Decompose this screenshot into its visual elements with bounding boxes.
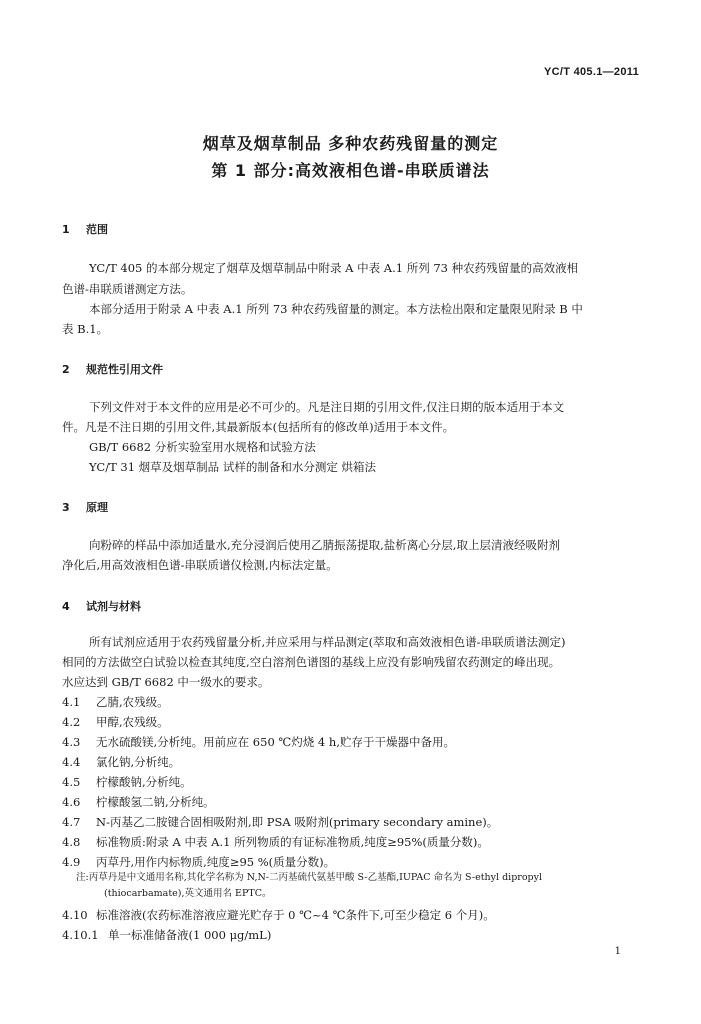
item-number: 4.7 xyxy=(62,815,81,829)
note-line: (thiocarbamate),英文通用名 EPTC。 xyxy=(104,888,272,899)
item-text: 无水硫酸镁,分析纯。用前应在 650 ℃灼烧 4 h,贮存于干燥器中备用。 xyxy=(96,735,455,749)
item-text: 氯化钠,分析纯。 xyxy=(96,755,181,769)
list-item xyxy=(62,855,335,869)
section-1-heading xyxy=(62,221,108,237)
list-item xyxy=(62,715,169,729)
item-text: 甲醇,农残级。 xyxy=(96,715,169,729)
paragraph-line: 所有试剂应适用于农药残留量分析,并应采用与样品测定(萃取和高效液相色谱-串联质谱法测定) xyxy=(89,635,566,649)
list-item xyxy=(62,795,215,809)
list-item xyxy=(62,835,489,849)
paragraph-line: 向粉碎的样品中添加适量水,充分浸润后使用乙腈振荡提取,盐析离心分层,取上层清液经吸附剂 xyxy=(89,538,560,552)
item-text: 乙腈,农残级。 xyxy=(96,695,169,709)
standard-code: YC/T 405.1—2011 xyxy=(543,66,639,78)
item-number: 4.1 xyxy=(62,695,81,709)
paragraph-line: 净化后,用高效液相色谱-串联质谱仪检测,内标法定量。 xyxy=(62,558,338,572)
section-2-heading xyxy=(62,361,163,377)
list-item xyxy=(62,775,192,789)
item-text: 柠檬酸氢二钠,分析纯。 xyxy=(96,795,215,809)
list-item xyxy=(62,695,169,709)
section-title: 规范性引用文件 xyxy=(86,363,163,376)
page-number: 1 xyxy=(614,946,621,957)
section-title: 原理 xyxy=(86,501,108,514)
section-title: 试剂与材料 xyxy=(86,600,141,613)
item-text: 标准溶液(农药标准溶液应避光贮存于 0 ℃~4 ℃条件下,可至少稳定 6 个月)。 xyxy=(96,908,495,922)
section-title: 范围 xyxy=(86,223,108,236)
section-number: 3 xyxy=(62,501,70,514)
item-number: 4.9 xyxy=(62,855,81,869)
item-number: 4.10.1 xyxy=(62,928,99,942)
list-item xyxy=(62,815,498,829)
list-item xyxy=(62,928,271,942)
item-number: 4.4 xyxy=(62,755,81,769)
note-line: 注:丙草丹是中文通用名称,其化学名称为 N,N-二丙基硫代氨基甲酸 S-乙基酯,IUPAC 命名为 S-ethyl dipropyl xyxy=(76,872,543,883)
item-text: 丙草丹,用作内标物质,纯度≥95 %(质量分数)。 xyxy=(96,855,336,869)
paragraph-line: 下列文件对于本文件的应用是必不可少的。凡是注日期的引用文件,仅注日期的版本适用于本文 xyxy=(89,400,565,414)
paragraph-line: 色谱-串联质谱测定方法。 xyxy=(62,282,193,296)
section-number: 1 xyxy=(62,223,70,236)
item-text: 单一标准储备液(1 000 μg/mL) xyxy=(108,928,272,942)
paragraph-line: 相同的方法做空白试验以检查其纯度,空白溶剂色谱图的基线上应没有影响残留农药测定的峰出现。 xyxy=(62,655,561,669)
paragraph-line: 本部分适用于附录 A 中表 A.1 所列 73 种农药残留量的测定。本方法检出限和定量限见附录 B 中 xyxy=(89,302,583,316)
section-3-heading xyxy=(62,499,108,515)
section-4-heading xyxy=(62,598,141,614)
paragraph-line: YC/T 405 的本部分规定了烟草及烟草制品中附录 A 中表 A.1 所列 73 种农药残留量的高效液相 xyxy=(89,261,579,275)
item-text: 柠檬酸钠,分析纯。 xyxy=(96,775,192,789)
document-title-line2: 第 1 部分:高效液相色谱-串联质谱法 xyxy=(211,161,490,180)
item-number: 4.6 xyxy=(62,795,81,809)
document-title-line1: 烟草及烟草制品 多种农药残留量的测定 xyxy=(202,134,499,153)
list-item xyxy=(62,755,180,769)
section-number: 2 xyxy=(62,363,70,376)
paragraph-line: 表 B.1。 xyxy=(62,322,109,336)
paragraph-line: 件。凡是不注日期的引用文件,其最新版本(包括所有的修改单)适用于本文件。 xyxy=(62,420,455,434)
normative-reference: GB/T 6682 分析实验室用水规格和试验方法 xyxy=(89,440,316,454)
paragraph-line: 水应达到 GB/T 6682 中一级水的要求。 xyxy=(62,675,270,689)
list-item xyxy=(62,908,495,922)
item-text: 标准物质:附录 A 中表 A.1 所列物质的有证标准物质,纯度≥95%(质量分数)。 xyxy=(96,835,489,849)
normative-reference: YC/T 31 烟草及烟草制品 试样的制备和水分测定 烘箱法 xyxy=(89,460,376,474)
item-number: 4.10 xyxy=(62,908,88,922)
item-number: 4.3 xyxy=(62,735,81,749)
item-number: 4.5 xyxy=(62,775,81,789)
list-item xyxy=(62,735,455,749)
section-number: 4 xyxy=(62,600,70,613)
item-text: N-丙基乙二胺键合固相吸附剂,即 PSA 吸附剂(primary secondary amine)。 xyxy=(96,815,499,829)
item-number: 4.8 xyxy=(62,835,81,849)
item-number: 4.2 xyxy=(62,715,81,729)
